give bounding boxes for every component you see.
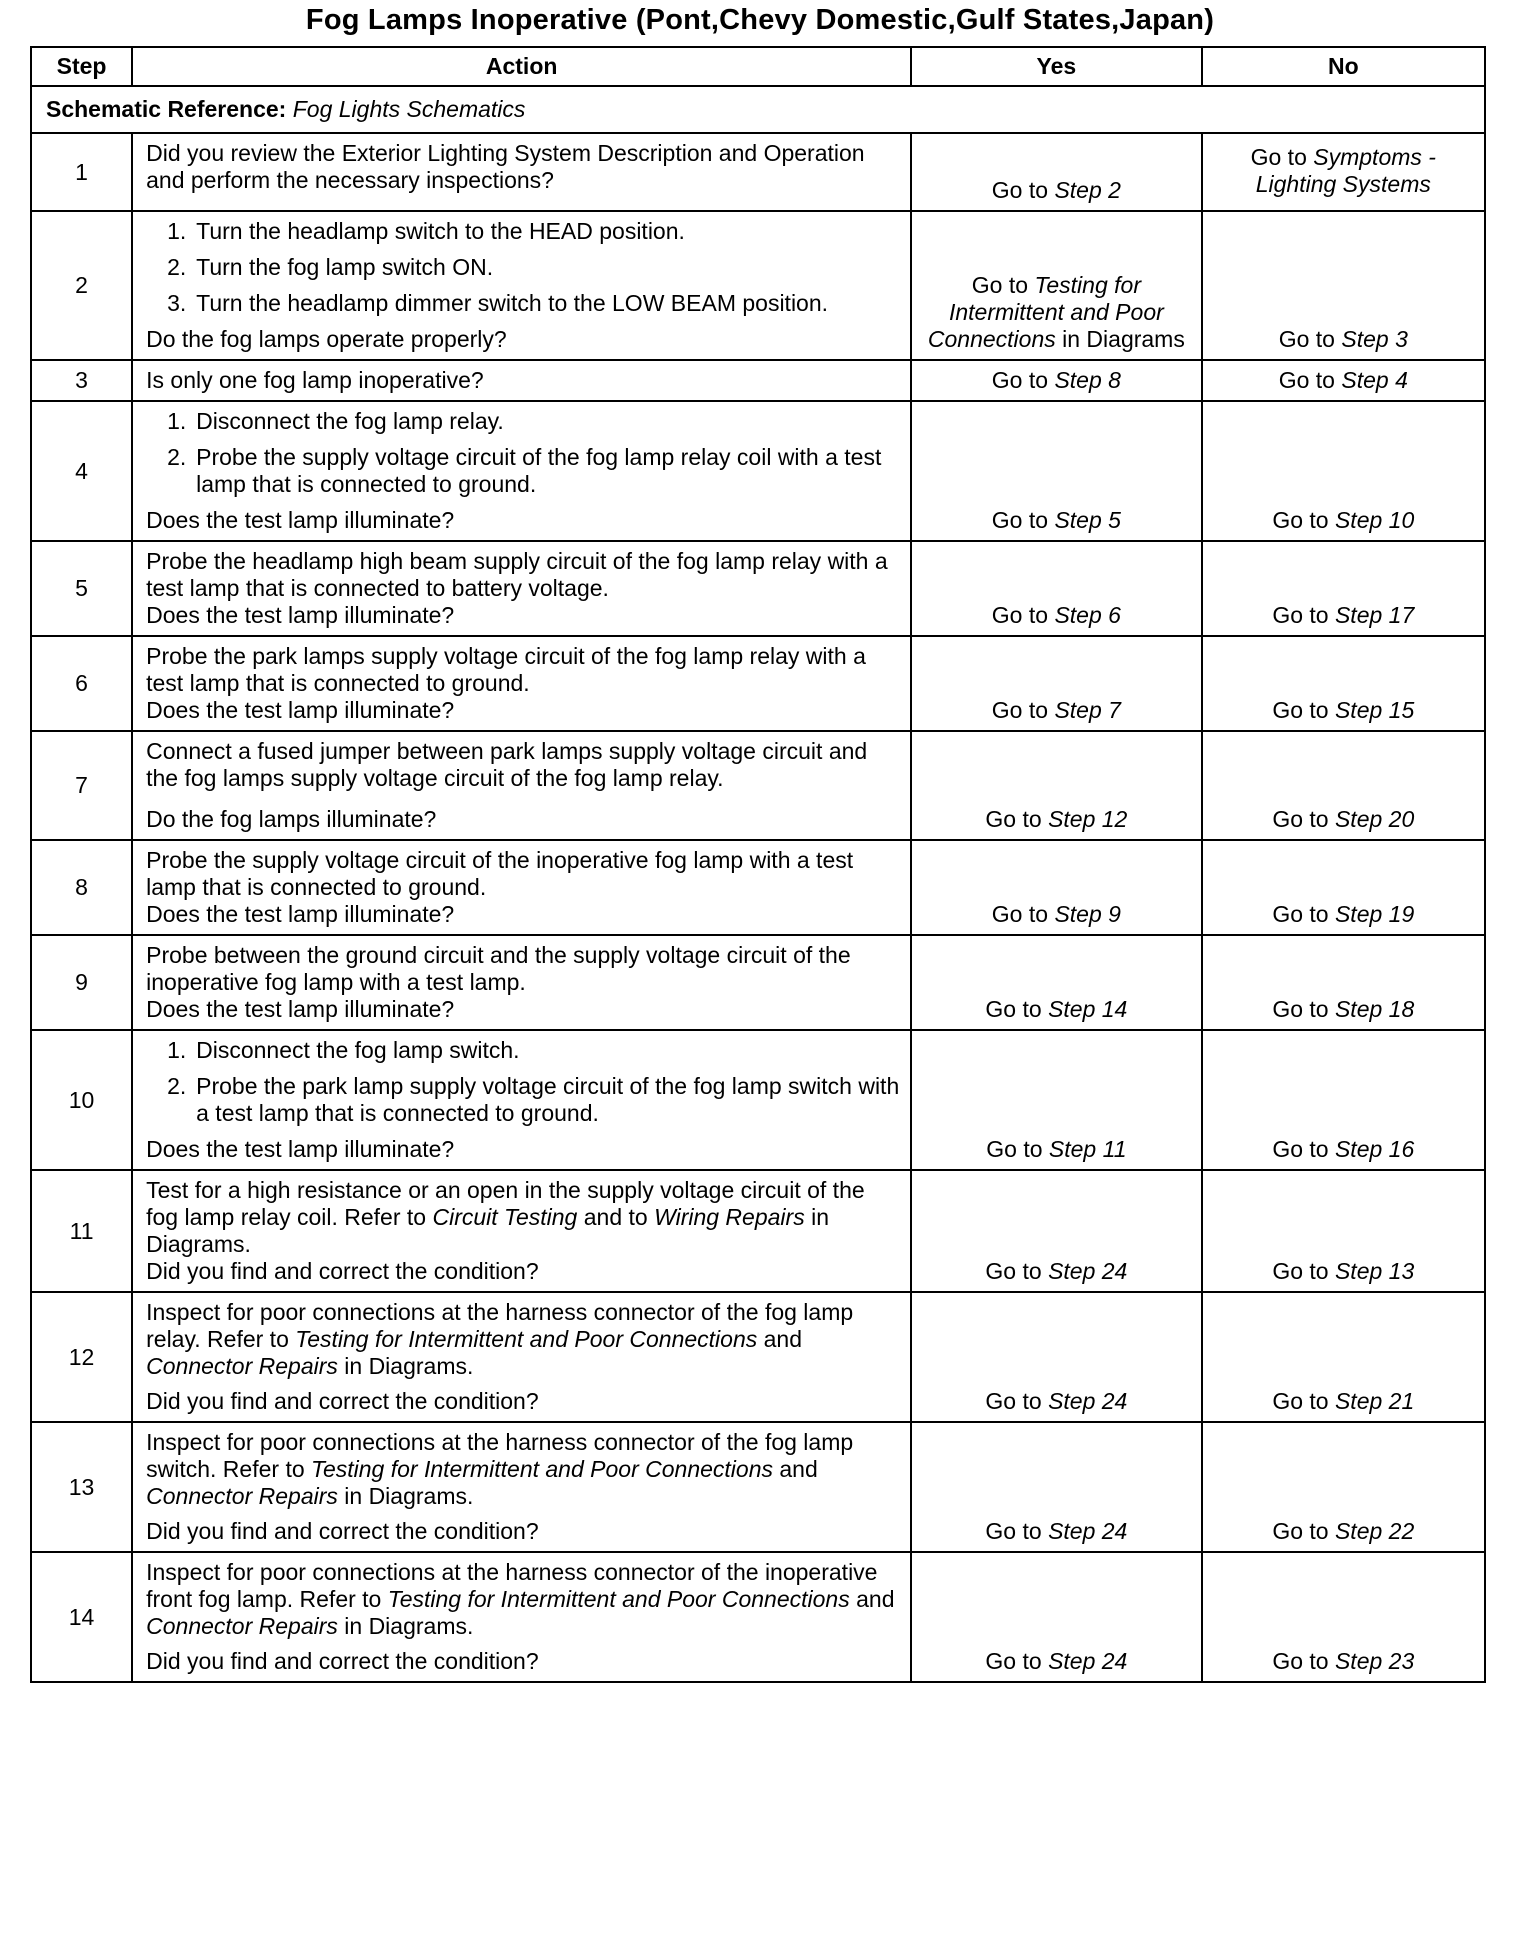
action-instructions	[146, 1559, 900, 1640]
action-substep	[167, 408, 900, 435]
action-content	[146, 408, 900, 534]
question-text: Did you find and correct the condition?	[146, 1648, 539, 1674]
action-substep	[167, 444, 900, 498]
table-row	[31, 133, 1485, 211]
substep-text	[196, 254, 900, 281]
yes-cell	[911, 360, 1201, 401]
action-substep	[167, 290, 900, 317]
action-text: Connect a fused jumper between park lamps supply voltage circuit and the fog lamps supply voltage circuit of the fog lamp relay.	[146, 738, 868, 791]
no-goto-reference[interactable]: Step 20	[1334, 806, 1415, 832]
substep-text: Probe the park lamp supply voltage circuit of the fog lamp switch with a test lamp that is connected to ground.	[196, 1073, 900, 1126]
no-cell	[1202, 636, 1485, 731]
table-row	[31, 1170, 1485, 1292]
action-reference[interactable]: Testing for Intermittent and Poor Connections	[311, 1456, 773, 1482]
no-goto-text: Go to	[1272, 602, 1335, 628]
action-cell	[132, 541, 911, 636]
header-row	[31, 47, 1485, 86]
action-text: in Diagrams.	[337, 1483, 474, 1509]
action-text: Inspect for poor connections at the harness connector of the fog lamp relay. Refer to	[146, 1299, 854, 1352]
action-content	[146, 738, 900, 833]
action-paragraph	[146, 1177, 900, 1258]
yes-cell	[911, 1170, 1201, 1292]
substep-number: 2.	[167, 1073, 187, 1099]
action-content	[146, 1429, 900, 1545]
no-cell	[1202, 401, 1485, 541]
header-yes: Yes	[911, 47, 1201, 86]
step-number: 14	[31, 1552, 132, 1682]
yes-cell	[911, 731, 1201, 840]
no-goto-reference[interactable]: Step 22	[1334, 1518, 1415, 1544]
action-instructions	[146, 1037, 900, 1136]
yes-goto-reference[interactable]: Step 5	[1054, 507, 1121, 533]
question-text: Did you find and correct the condition?	[146, 1518, 539, 1544]
action-text: in Diagrams.	[337, 1353, 474, 1379]
action-reference[interactable]: Testing for Intermittent and Poor Connections	[387, 1586, 850, 1612]
action-question	[146, 1388, 900, 1415]
action-paragraph	[146, 942, 900, 996]
action-content	[146, 643, 900, 724]
no-goto-reference[interactable]: Step 13	[1334, 1258, 1415, 1284]
action-reference[interactable]: Circuit Testing	[432, 1204, 578, 1230]
yes-goto-reference[interactable]: Step 2	[1054, 177, 1121, 203]
no-goto-text: Go to	[1272, 1648, 1335, 1674]
action-text: and	[849, 1586, 895, 1612]
question-text: Did you find and correct the condition?	[146, 1388, 539, 1414]
action-instructions	[146, 548, 900, 602]
action-paragraph	[146, 847, 900, 901]
action-paragraph	[146, 367, 900, 394]
action-paragraph	[146, 1559, 900, 1640]
no-goto-text: Go to	[1272, 1136, 1335, 1162]
substep-text: Disconnect the fog lamp relay.	[196, 408, 504, 434]
no-goto-text: Go to	[1272, 806, 1335, 832]
action-text: and	[757, 1326, 802, 1352]
yes-goto-reference[interactable]: Step 14	[1048, 996, 1128, 1022]
yes-cell	[911, 1292, 1201, 1422]
no-cell	[1202, 840, 1485, 935]
yes-goto-text: Go to	[985, 1518, 1049, 1544]
yes-cell	[911, 541, 1201, 636]
no-goto-reference[interactable]: Symptoms - Lighting Systems	[1255, 144, 1436, 197]
substep-text	[196, 290, 900, 317]
action-text: Inspect for poor connections at the harness connector of the fog lamp switch. Refer to	[146, 1429, 854, 1482]
action-question	[146, 697, 900, 724]
action-question	[146, 507, 900, 534]
no-goto-reference[interactable]: Step 4	[1341, 367, 1408, 393]
yes-goto-text: Go to	[991, 507, 1055, 533]
action-cell	[132, 1292, 911, 1422]
question-text: Does the test lamp illuminate?	[146, 507, 455, 533]
no-cell	[1202, 935, 1485, 1030]
action-question	[146, 806, 900, 833]
action-instructions	[146, 942, 900, 996]
schematic-reference-row	[31, 86, 1485, 133]
yes-goto-reference[interactable]: Step 6	[1054, 602, 1121, 628]
action-instructions	[146, 408, 900, 507]
no-cell	[1202, 133, 1485, 211]
yes-cell	[911, 211, 1201, 360]
no-goto-reference[interactable]: Step 21	[1334, 1388, 1415, 1414]
action-content	[146, 1299, 900, 1415]
no-goto-text: Go to	[1272, 996, 1335, 1022]
step-number: 2	[31, 211, 132, 360]
no-goto-text: Go to	[1278, 326, 1342, 352]
table-row	[31, 636, 1485, 731]
table-body	[31, 86, 1485, 1682]
yes-cell	[911, 840, 1201, 935]
question-text: Does the test lamp illuminate?	[146, 602, 455, 628]
substep-number: 1.	[167, 1037, 187, 1063]
step-number: 7	[31, 731, 132, 840]
yes-goto-text: Go to	[985, 996, 1049, 1022]
header-step: Step	[31, 47, 132, 86]
action-cell	[132, 1552, 911, 1682]
yes-goto-reference[interactable]: Testing for Intermittent and Poor Connections	[927, 272, 1164, 352]
action-text: Inspect for poor connections at the harness connector of the inoperative front fog lamp. Refer to	[146, 1559, 878, 1612]
table-row	[31, 211, 1485, 360]
schematic-reference	[31, 86, 1485, 133]
action-question	[146, 326, 900, 353]
no-cell	[1202, 1030, 1485, 1170]
action-content	[146, 1037, 900, 1163]
question-text: Do the fog lamps illuminate?	[146, 806, 437, 832]
yes-cell	[911, 401, 1201, 541]
no-goto-text: Go to	[1272, 1258, 1335, 1284]
yes-goto-text: Go to	[991, 697, 1055, 723]
action-content	[146, 1177, 900, 1285]
action-text: Is only one fog lamp inoperative?	[146, 367, 484, 393]
no-goto-text: Go to	[1272, 1388, 1335, 1414]
action-text: Test for a high resistance or an open in the supply voltage circuit of the fog lamp relay coil. Refer to	[146, 1177, 865, 1230]
question-text: Does the test lamp illuminate?	[146, 901, 455, 927]
action-content	[146, 942, 900, 1023]
no-goto-text: Go to	[1272, 901, 1335, 927]
yes-goto-text: Go to	[991, 901, 1055, 927]
no-cell	[1202, 1422, 1485, 1552]
no-goto-reference[interactable]: Step 19	[1334, 901, 1415, 927]
action-text: Probe the headlamp high beam supply circuit of the fog lamp relay with a test lamp that is connected to battery voltage.	[146, 548, 888, 601]
yes-cell	[911, 935, 1201, 1030]
substep-number: 3.	[167, 290, 187, 316]
action-cell	[132, 1030, 911, 1170]
action-paragraph	[146, 548, 900, 602]
header-no: No	[1202, 47, 1485, 86]
action-content	[146, 367, 900, 394]
no-cell	[1202, 1170, 1485, 1292]
action-paragraph	[146, 1299, 900, 1380]
substep-number: 1.	[167, 218, 187, 244]
action-text: and	[772, 1456, 818, 1482]
step-number: 4	[31, 401, 132, 541]
action-question	[146, 1518, 900, 1545]
yes-goto-reference[interactable]: Step 24	[1048, 1388, 1128, 1414]
yes-goto-text: Go to	[991, 367, 1055, 393]
action-question	[146, 901, 900, 928]
no-goto-text: Go to	[1272, 507, 1335, 533]
substep-text	[196, 444, 900, 498]
substep-text	[196, 218, 900, 245]
yes-goto-text: Go to	[985, 1388, 1049, 1414]
substep-text	[196, 1037, 900, 1064]
action-text: in Diagrams.	[337, 1613, 474, 1639]
step-number: 3	[31, 360, 132, 401]
action-cell	[132, 840, 911, 935]
substep-text: Probe the supply voltage circuit of the fog lamp relay coil with a test lamp that is connected to ground.	[196, 444, 882, 497]
action-question	[146, 602, 900, 629]
yes-cell	[911, 1422, 1201, 1552]
action-content	[146, 140, 900, 204]
no-goto-reference[interactable]: Step 10	[1334, 507, 1415, 533]
no-cell	[1202, 541, 1485, 636]
yes-goto-reference[interactable]: Step 24	[1048, 1648, 1128, 1674]
yes-cell	[911, 1030, 1201, 1170]
no-goto-reference[interactable]: Step 3	[1341, 326, 1408, 352]
yes-goto-reference[interactable]: Step 12	[1048, 806, 1128, 832]
table-row	[31, 1552, 1485, 1682]
action-content	[146, 548, 900, 629]
table-row	[31, 360, 1485, 401]
yes-goto-reference[interactable]: Step 9	[1054, 901, 1121, 927]
header-action: Action	[132, 47, 911, 86]
yes-goto-text: Go to	[986, 1136, 1049, 1162]
action-cell	[132, 401, 911, 541]
action-instructions	[146, 1429, 900, 1510]
action-instructions	[146, 140, 900, 194]
substep-text: Turn the headlamp dimmer switch to the LOW BEAM position.	[196, 290, 829, 316]
no-cell	[1202, 211, 1485, 360]
substep-text	[196, 1073, 900, 1127]
schematic-reference-link[interactable]: Fog Lights Schematics	[292, 96, 526, 122]
question-text: Does the test lamp illuminate?	[146, 996, 455, 1022]
action-substep	[167, 218, 900, 245]
diagnostic-table	[30, 46, 1486, 1683]
step-number: 13	[31, 1422, 132, 1552]
action-question	[146, 1648, 900, 1675]
no-goto-text: Go to	[1250, 144, 1314, 170]
yes-cell	[911, 133, 1201, 211]
substep-number: 1.	[167, 408, 187, 434]
action-reference[interactable]: Connector Repairs	[146, 1613, 338, 1639]
action-instructions	[146, 218, 900, 326]
substep-number: 2.	[167, 254, 187, 280]
action-question	[146, 1136, 900, 1163]
action-cell	[132, 636, 911, 731]
action-text: Did you review the Exterior Lighting System Description and Operation and perform the necessary inspections?	[146, 140, 865, 193]
no-goto-text: Go to	[1278, 367, 1342, 393]
step-number: 9	[31, 935, 132, 1030]
action-instructions	[146, 367, 900, 394]
yes-goto-text: in Diagrams	[1055, 326, 1185, 352]
step-number: 1	[31, 133, 132, 211]
action-text: in Diagrams.	[146, 1204, 829, 1257]
action-substep	[167, 1037, 900, 1064]
question-text: Do the fog lamps operate properly?	[146, 326, 507, 352]
action-text: Probe the park lamps supply voltage circuit of the fog lamp relay with a test lamp that is connected to ground.	[146, 643, 866, 696]
action-cell	[132, 133, 911, 211]
yes-goto-text: Go to	[971, 272, 1035, 298]
action-cell	[132, 731, 911, 840]
no-goto-reference[interactable]: Step 17	[1334, 602, 1415, 628]
action-content	[146, 847, 900, 928]
action-text: and to	[577, 1204, 655, 1230]
yes-goto-text: Go to	[985, 806, 1049, 832]
action-content	[146, 1559, 900, 1675]
no-goto-text: Go to	[1272, 697, 1335, 723]
yes-goto-text: Go to	[985, 1648, 1049, 1674]
action-substep	[167, 1073, 900, 1127]
action-instructions	[146, 847, 900, 901]
action-instructions	[146, 738, 900, 792]
action-reference[interactable]: Wiring Repairs	[654, 1204, 805, 1230]
no-cell	[1202, 360, 1485, 401]
yes-goto-text: Go to	[985, 1258, 1049, 1284]
question-text: Did you find and correct the condition?	[146, 1258, 539, 1284]
no-cell	[1202, 1552, 1485, 1682]
action-paragraph	[146, 1429, 900, 1510]
action-cell	[132, 935, 911, 1030]
step-number: 10	[31, 1030, 132, 1170]
yes-goto-text: Go to	[991, 602, 1055, 628]
action-instructions	[146, 1299, 900, 1380]
substep-text: Turn the fog lamp switch ON.	[196, 254, 494, 280]
substep-text: Disconnect the fog lamp switch.	[196, 1037, 520, 1063]
action-cell	[132, 1170, 911, 1292]
yes-goto-reference[interactable]: Step 8	[1054, 367, 1121, 393]
step-number: 11	[31, 1170, 132, 1292]
action-cell	[132, 360, 911, 401]
action-substep	[167, 254, 900, 281]
yes-goto-reference[interactable]: Step 24	[1048, 1518, 1128, 1544]
yes-goto-reference[interactable]: Step 7	[1054, 697, 1121, 723]
action-text: Probe the supply voltage circuit of the inoperative fog lamp with a test lamp that is connected to ground.	[146, 847, 854, 900]
action-instructions	[146, 643, 900, 697]
action-paragraph	[146, 643, 900, 697]
no-goto-reference[interactable]: Step 18	[1334, 996, 1415, 1022]
action-reference[interactable]: Connector Repairs	[146, 1483, 338, 1509]
step-number: 8	[31, 840, 132, 935]
action-text: Probe between the ground circuit and the supply voltage circuit of the inoperative fog lamp with a test lamp.	[146, 942, 851, 995]
no-cell	[1202, 1292, 1485, 1422]
table-row	[31, 1292, 1485, 1422]
substep-text: Turn the headlamp switch to the HEAD position.	[196, 218, 685, 244]
schematic-reference-label: Schematic Reference:	[46, 96, 287, 122]
table-row	[31, 840, 1485, 935]
action-paragraph	[146, 140, 900, 194]
no-cell	[1202, 731, 1485, 840]
table-row	[31, 401, 1485, 541]
yes-cell	[911, 1552, 1201, 1682]
question-text: Does the test lamp illuminate?	[146, 697, 455, 723]
yes-goto-text: Go to	[991, 177, 1055, 203]
yes-cell	[911, 636, 1201, 731]
step-number: 12	[31, 1292, 132, 1422]
table-row	[31, 935, 1485, 1030]
table-row	[31, 541, 1485, 636]
table-row	[31, 1422, 1485, 1552]
question-text: Does the test lamp illuminate?	[146, 1136, 455, 1162]
table-row	[31, 731, 1485, 840]
action-reference[interactable]: Connector Repairs	[146, 1353, 338, 1379]
action-content	[146, 218, 900, 353]
step-number: 5	[31, 541, 132, 636]
substep-number: 2.	[167, 444, 187, 470]
step-number: 6	[31, 636, 132, 731]
action-cell	[132, 1422, 911, 1552]
action-paragraph	[146, 738, 900, 792]
no-goto-text: Go to	[1272, 1518, 1335, 1544]
no-goto-reference[interactable]: Step 15	[1334, 697, 1415, 723]
action-cell	[132, 211, 911, 360]
page-title: Fog Lamps Inoperative (Pont,Chevy Domestic,Gulf States,Japan)	[305, 4, 1215, 36]
substep-text	[196, 408, 900, 435]
action-question	[146, 1258, 900, 1285]
table-row	[31, 1030, 1485, 1170]
action-instructions	[146, 1177, 900, 1258]
no-goto-reference[interactable]: Step 23	[1334, 1648, 1415, 1674]
no-goto-reference[interactable]: Step 16	[1334, 1136, 1415, 1162]
action-question	[146, 996, 900, 1023]
yes-goto-reference[interactable]: Step 24	[1048, 1258, 1128, 1284]
yes-goto-reference[interactable]: Step 11	[1048, 1136, 1127, 1162]
action-reference[interactable]: Testing for Intermittent and Poor Connections	[295, 1326, 758, 1352]
